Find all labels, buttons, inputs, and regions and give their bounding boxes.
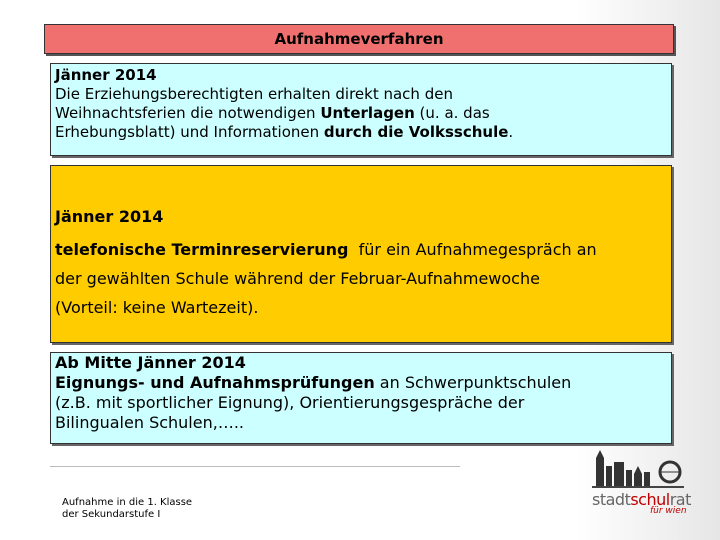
box1-line3: Erhebungsblatt) und Informationen	[55, 123, 324, 141]
box2-line2: der gewählten Schule während der Februar-Aufnahmewoche	[55, 269, 540, 288]
page-title-text: Aufnahmeverfahren	[274, 30, 444, 48]
page-title	[44, 24, 674, 54]
logo-subtitle: für wien	[650, 506, 687, 516]
box1-line3-end: .	[508, 123, 514, 141]
box3-line1-end: an Schwerpunktschulen	[374, 373, 572, 392]
footer-divider	[50, 466, 460, 467]
logo-text-stadt: stadt	[592, 490, 631, 509]
info-box-unterlagen	[50, 63, 672, 156]
footer-text	[62, 497, 192, 521]
box2-line1-end: für ein Aufnahmegespräch an	[348, 240, 597, 259]
box1-line2-bold: Unterlagen	[320, 104, 415, 122]
footer-line1: Aufnahme in die 1. Klasse	[62, 497, 193, 508]
info-box-pruefungen	[50, 352, 672, 444]
box2-date: Jänner 2014	[55, 207, 164, 226]
box3-line3: Bilingualen Schulen,…..	[55, 413, 244, 432]
box1-date: Jänner 2014	[55, 66, 157, 84]
box1-line2-end: (u. a. das	[414, 104, 490, 122]
logo-text-schul: schul	[630, 490, 670, 509]
box1-line1: Die Erziehungsberechtigten erhalten direkt nach den	[55, 85, 453, 103]
logo-text-rat: rat	[669, 490, 691, 509]
box2-bold: telefonische Terminreservierung	[55, 240, 349, 259]
box3-bold: Eignungs- und Aufnahmsprüfungen	[55, 373, 375, 392]
info-box-terminreservierung	[50, 165, 672, 343]
box1-line2: Weihnachtsferien die notwendigen	[55, 104, 321, 122]
box2-line3: (Vorteil: keine Wartezeit).	[55, 298, 259, 317]
footer-line2: der Sekundarstufe I	[62, 509, 161, 520]
box3-date: Ab Mitte Jänner 2014	[55, 353, 246, 372]
box3-line2: (z.B. mit sportlicher Eignung), Orientierungsgespräche der	[55, 393, 525, 412]
box1-line3-bold: durch die Volksschule	[323, 123, 509, 141]
